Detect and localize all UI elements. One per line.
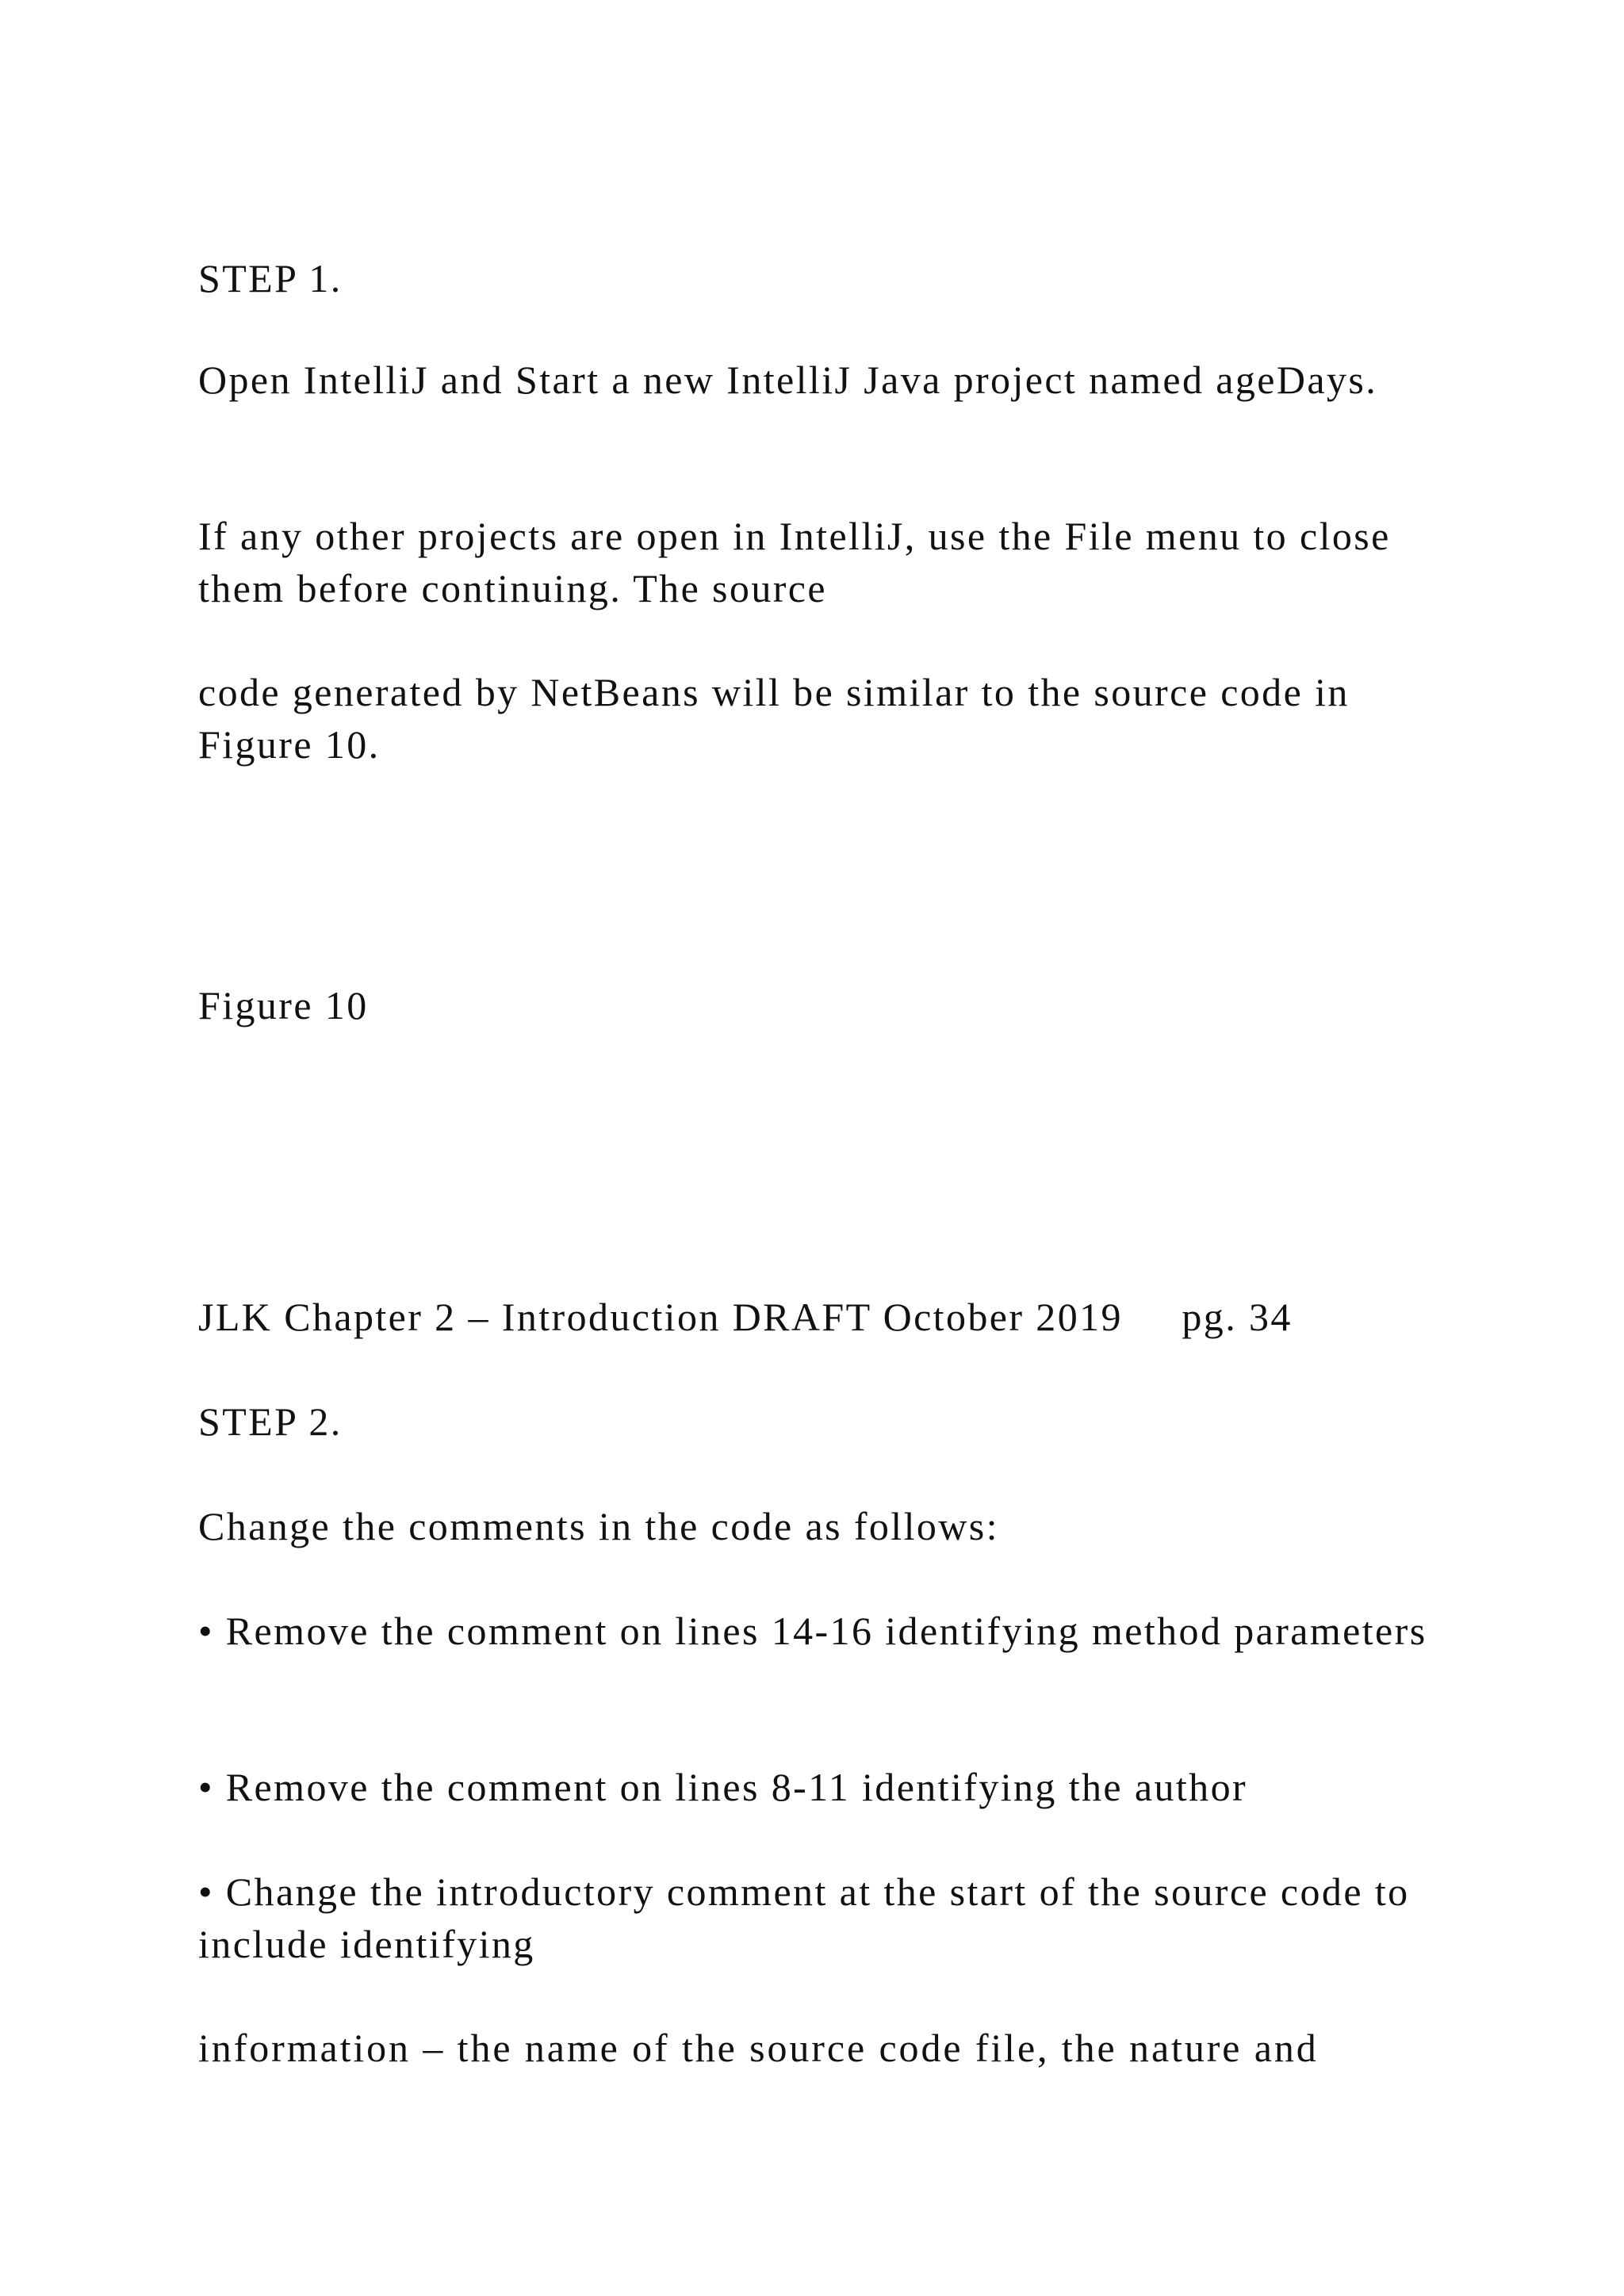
step1-paragraph-3: code generated by NetBeans will be similar to the source code in Figure 10. — [198, 670, 1350, 767]
step2-bullet-3: • Change the introductory comment at the start of the source code to include identifying — [198, 1869, 1410, 1966]
running-footer: JLK Chapter 2 – Introduction DRAFT October 2019 pg. 34 — [198, 1295, 1293, 1339]
step2-intro: Change the comments in the code as follows: — [198, 1504, 999, 1548]
step2-bullet-2: • Remove the comment on lines 8-11 identifying the author — [198, 1765, 1248, 1809]
step1-paragraph-2: If any other projects are open in IntelliJ, use the File menu to close them before continuing. The source — [198, 514, 1391, 610]
step1-paragraph-1: Open IntelliJ and Start a new IntelliJ Java project named ageDays. — [198, 358, 1378, 402]
step2-heading: STEP 2. — [198, 1399, 343, 1444]
step1-heading: STEP 1. — [198, 256, 343, 300]
figure-caption: Figure 10 — [198, 983, 369, 1027]
step2-continuation: information – the name of the source code file, the nature and — [198, 2026, 1319, 2070]
step2-bullet-1: • Remove the comment on lines 14-16 identifying method parameters — [198, 1609, 1427, 1653]
